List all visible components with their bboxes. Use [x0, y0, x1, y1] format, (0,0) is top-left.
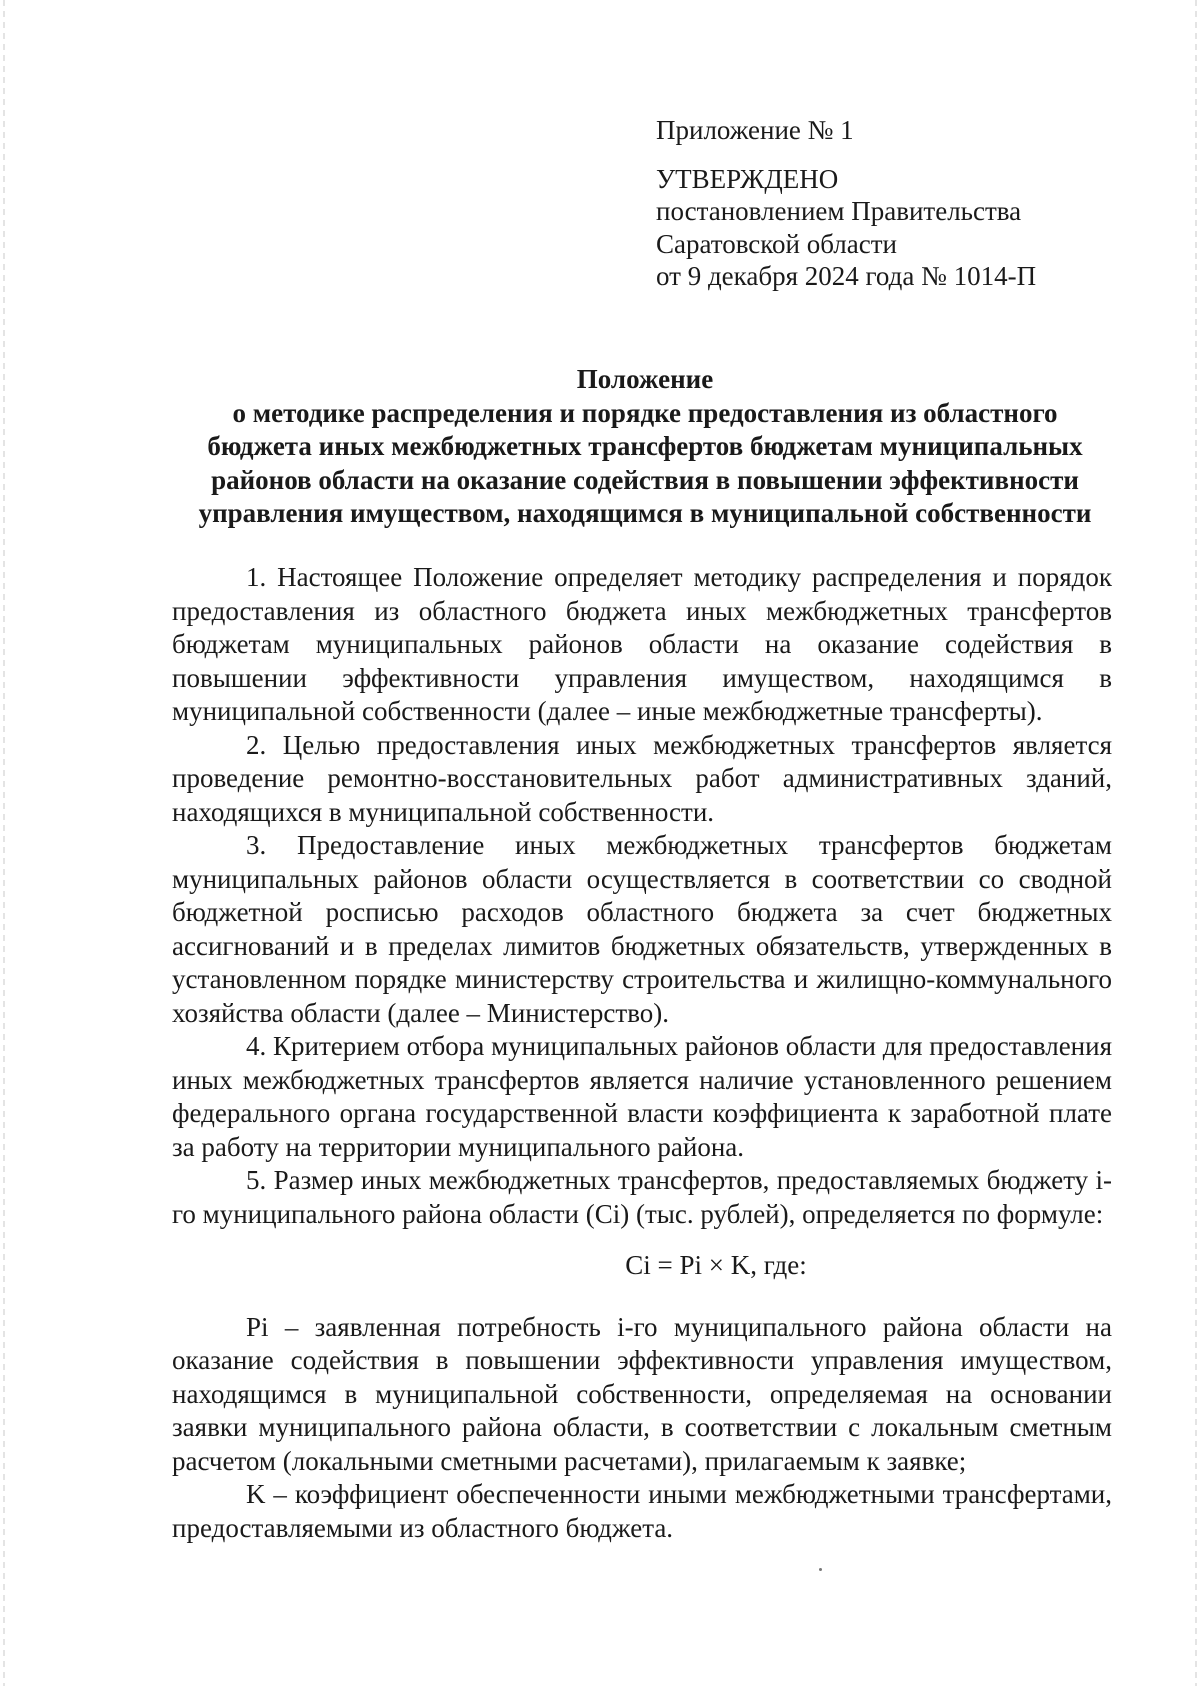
approval-block [656, 114, 1036, 293]
definition-k: K – коэффициент обеспеченности иными межбюджетными трансфертами, предоставляемыми из областного бюджета. [172, 1479, 1112, 1543]
paragraph-3: 3. Предоставление иных межбюджетных трансфертов бюджетам муниципальных районов области осуществляется в соответствии со сводной бюджетной росписью расходов областного бюджета за счет бюджетных ассигнований и в пределах лимитов бюджетных обязательств, утвержденных в установленном порядке министерству строительства и жилищно-коммунального хозяйства области (далее – Министерство). [172, 830, 1112, 1028]
title-line-1: о методике распределения и порядке предоставления из областного [232, 397, 1058, 428]
scan-edge-right [1195, 0, 1197, 1686]
paragraph-2: 2. Целью предоставления иных межбюджетных трансфертов является проведение ремонтно-восстановительных работ административных зданий, находящихся в муниципальной собственности. [172, 729, 1112, 827]
paragraph-4: 4. Критерием отбора муниципальных районов области для предоставления иных межбюджетных трансфертов является наличие установленного решением федерального органа государственной власти коэффициента к заработной плате за работу на территории муниципального района. [172, 1031, 1112, 1162]
definition-pi: Pi – заявленная потребность i-го муниципального района области на оказание содействия в повышении эффективности управления имуществом, находящимся в муниципальной собственности, определяемая на основании заявки муниципального района области, в соответствии с локальным сметным расчетом (локальными сметными расчетами), прилагаемым к заявке; [172, 1311, 1112, 1476]
annex-number: Приложение № 1 [656, 115, 854, 145]
scan-speck [819, 1568, 822, 1571]
approved-stamp-text: УТВЕРЖДЕНО [656, 163, 839, 194]
approval-date-line: от 9 декабря 2024 года № 1014-П [656, 261, 1037, 291]
paragraph-5: 5. Размер иных межбюджетных трансфертов, предоставляемых бюджету i-го муниципального района области (Ci) (тыс. рублей), определяется по формуле: [172, 1165, 1112, 1229]
document-title [170, 363, 1120, 531]
formula: Ci = Pi × K, где: [625, 1250, 807, 1280]
title-line-3: районов области на оказание содействия в повышении эффективности [211, 464, 1079, 495]
paragraph-1: 1. Настоящее Положение определяет методику распределения и порядок предоставления из областного бюджета иных межбюджетных трансфертов бюджетам муниципальных районов области на оказание содействия в повышении эффективности управления имуществом, находящимся в муниципальной собственности (далее – иные межбюджетные трансферты). [172, 562, 1112, 726]
title-line-2: бюджета иных межбюджетных трансфертов бюджетам муниципальных [207, 431, 1083, 461]
scan-edge-left [3, 0, 5, 1686]
approved-by-line-2: Саратовской области [656, 228, 897, 259]
document-body [172, 561, 1112, 1545]
title-line-4: управления имуществом, находящимся в муниципальной собственности [198, 498, 1092, 528]
title-heading: Положение [576, 364, 714, 394]
approved-by-line-1: постановлением Правительства [656, 196, 1022, 226]
